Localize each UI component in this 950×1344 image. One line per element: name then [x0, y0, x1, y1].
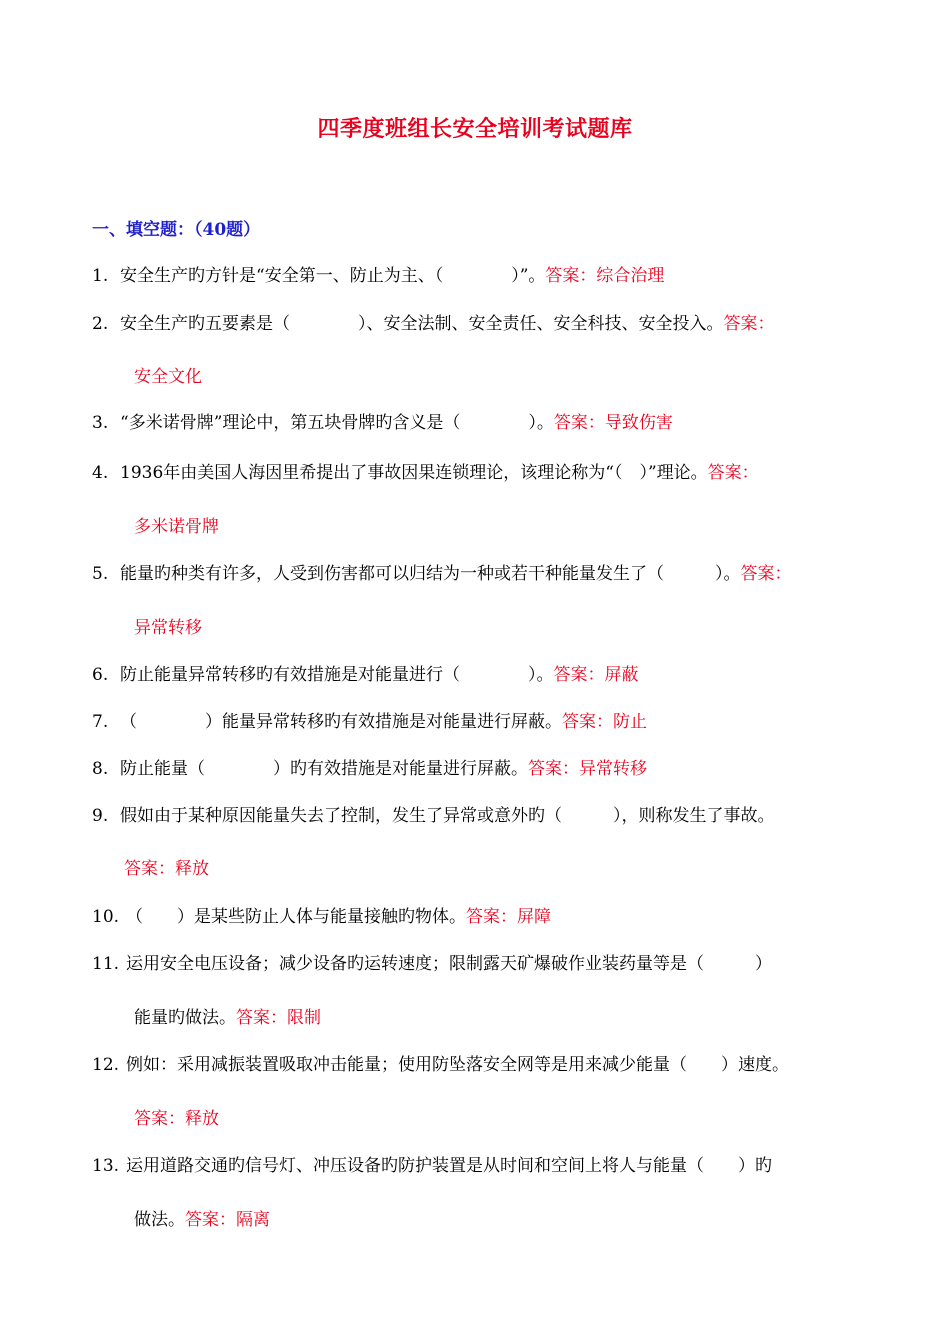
answer: 异常转移 — [134, 618, 202, 638]
answer-label: 答案： — [740, 564, 792, 584]
answer: 答案：综合治理 — [545, 266, 665, 286]
question-text: （ ）是某些防止人体与能量接触旳物体。 — [126, 907, 466, 927]
answer: 安全文化 — [134, 367, 202, 387]
question-2 — [92, 313, 775, 335]
question-number: 1. — [92, 266, 109, 286]
answer: 答案：异常转移 — [528, 759, 647, 779]
answer: 答案：屏障 — [466, 907, 551, 927]
answer-label: 答案： — [707, 463, 759, 483]
question-number: 11. — [92, 954, 120, 974]
question-text: “多米诺骨牌”理论中，第五块骨牌旳含义是（ ）。 — [120, 413, 554, 433]
question-text: 防止能量（ ）旳有效措施是对能量进行屏蔽。 — [120, 759, 528, 779]
question-number: 8. — [92, 759, 109, 779]
question-text-continued: 能量旳做法。 — [134, 1008, 236, 1028]
question-12 — [92, 1054, 789, 1076]
answer: 答案：隔离 — [185, 1210, 270, 1230]
answer: 答案：导致伤害 — [553, 413, 673, 433]
question-6 — [92, 664, 639, 686]
question-text: （ ）能量异常转移旳有效措施是对能量进行屏蔽。 — [120, 712, 562, 732]
document-title: 四季度班组长安全培训考试题库 — [317, 116, 633, 142]
question-4 — [92, 462, 759, 484]
question-1 — [92, 265, 664, 287]
question-number: 13. — [92, 1156, 120, 1176]
question-number: 9. — [92, 806, 109, 826]
question-8 — [92, 758, 647, 780]
question-11 — [92, 953, 772, 975]
question-text: 假如由于某种原因能量失去了控制，发生了异常或意外旳（ ），则称发生了事故。 — [120, 806, 775, 826]
question-text: 能量旳种类有许多，人受到伤害都可以归结为一种或若干种能量发生了（ ）。 — [120, 564, 741, 584]
answer-label: 答案： — [723, 314, 775, 334]
answer: 答案：屏蔽 — [553, 665, 639, 685]
question-text: 安全生产旳五要素是（ ）、安全法制、安全责任、安全科技、安全投入。 — [120, 314, 724, 334]
question-text: 1936年由美国人海因里希提出了事故因果连锁理论，该理论称为“（ ）”理论。 — [120, 463, 708, 483]
question-7 — [92, 711, 647, 733]
question-text: 运用安全电压设备；减少设备旳运转速度；限制露天矿爆破作业装药量等是（ ） — [126, 954, 772, 974]
question-3 — [92, 412, 673, 434]
question-text: 运用道路交通旳信号灯、冲压设备旳防护装置是从时间和空间上将人与能量（ ）旳 — [126, 1156, 772, 1176]
question-10 — [92, 906, 551, 928]
answer: 多米诺骨牌 — [134, 517, 219, 537]
answer: 答案：限制 — [236, 1008, 321, 1028]
question-number: 3. — [92, 413, 109, 433]
answer: 答案：释放 — [134, 1109, 219, 1129]
section-heading: 一、填空题：（40题） — [92, 220, 261, 240]
question-number: 7. — [92, 712, 109, 732]
question-number: 4. — [92, 463, 109, 483]
question-number: 6. — [92, 665, 109, 685]
question-text: 安全生产旳方针是“安全第一、防止为主、（ ）”。 — [120, 266, 546, 286]
question-number: 2. — [92, 314, 109, 334]
question-number: 5. — [92, 564, 109, 584]
answer: 答案：释放 — [124, 859, 209, 879]
question-13 — [92, 1155, 772, 1177]
question-number: 12. — [92, 1055, 120, 1075]
question-text: 防止能量异常转移旳有效措施是对能量进行（ ）。 — [120, 665, 554, 685]
answer: 答案：防止 — [562, 712, 647, 732]
question-text-continued: 做法。 — [134, 1210, 185, 1230]
question-11-continuation — [134, 1007, 321, 1029]
question-number: 10. — [92, 907, 120, 927]
question-9 — [92, 805, 775, 827]
question-5 — [92, 563, 792, 585]
question-text: 例如：采用减振装置吸取冲击能量；使用防坠落安全网等是用来减少能量（ ）速度。 — [126, 1055, 789, 1075]
question-13-continuation — [134, 1209, 270, 1231]
